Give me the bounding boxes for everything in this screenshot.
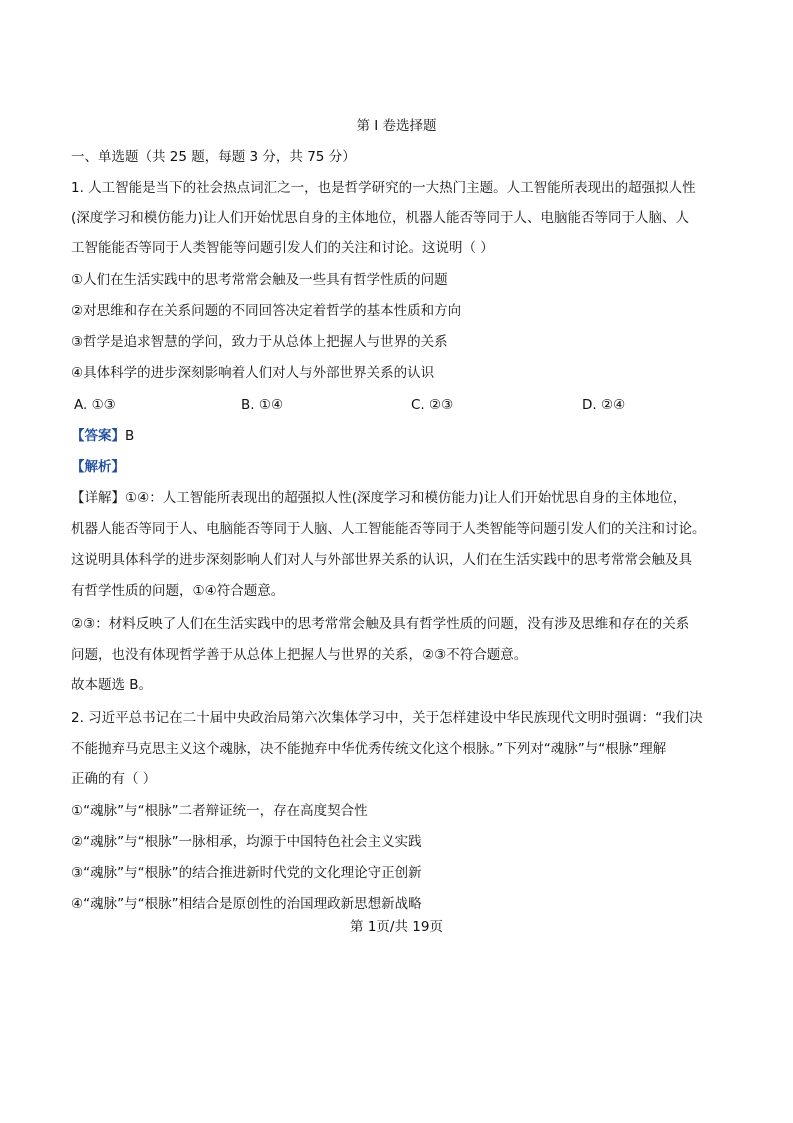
q1-option-a: A. ①③ [74, 397, 116, 413]
page-footer: 第 1页/共 19页 [350, 919, 443, 935]
q1-option-b: B. ①④ [241, 397, 284, 413]
analysis-tag: 【解析】 [71, 459, 125, 475]
q1-statement-3: ③哲学是追求智慧的学问，致力于从总体上把握人与世界的关系 [71, 334, 448, 350]
q1-answer [71, 426, 134, 446]
q1-analysis-heading [71, 457, 125, 477]
detail-text: ①④：人工智能所表现出的超强拟人性(深度学习和模仿能力)让人们开始忧思自身的主体地位， [125, 490, 687, 506]
q1-detail-line-6: 问题，也没有体现哲学善于从总体上把握人与世界的关系，②③不符合题意。 [71, 647, 528, 663]
q2-stem-line-1: 2. 习近平总书记在二十届中央政治局第六次集体学习中，关于怎样建设中华民族现代文明时强调：“我们决 [71, 710, 703, 726]
q1-stem-line-3: 工智能能否等同于人类智能等问题引发人们的关注和讨论。这说明（ ） [71, 240, 494, 256]
q1-detail-line-1 [71, 488, 686, 508]
q1-detail-line-7: 故本题选 B。 [71, 677, 153, 693]
answer-value: B [125, 428, 135, 444]
q2-statement-2: ②“魂脉”与“根脉”一脉相承，均源于中国特色社会主义实践 [71, 834, 422, 850]
q1-detail-line-2: 机器人能否等同于人、电脑能否等同于人脑、人工智能能否等同于人类智能等问题引发人们的关注和讨论。 [71, 521, 706, 537]
q1-statement-2: ②对思维和存在关系问题的不同回答决定着哲学的基本性质和方向 [71, 303, 462, 319]
q1-stem-line-1: 1. 人工智能是当下的社会热点词汇之一，也是哲学研究的一大热门主题。人工智能所表现出的超强拟人性 [71, 180, 696, 196]
detail-tag: 【详解】 [71, 490, 125, 506]
q1-detail-line-5: ②③：材料反映了人们在生活实践中的思考常常会触及具有哲学性质的问题，没有涉及思维和存在的关系 [71, 616, 690, 632]
section-heading: 一、单选题（共 25 题，每题 3 分，共 75 分） [71, 149, 356, 165]
q2-statement-1: ①“魂脉”与“根脉”二者辩证统一，存在高度契合性 [71, 803, 368, 819]
q2-stem-line-3: 正确的有（ ） [71, 771, 157, 787]
q1-options [71, 395, 731, 415]
answer-tag: 【答案】 [71, 428, 125, 444]
q1-detail-line-3: 这说明具体科学的进步深刻影响人们对人与外部世界关系的认识，人们在生活实践中的思考常常会触及具 [71, 552, 692, 568]
q1-detail-line-4: 有哲学性质的问题，①④符合题意。 [71, 583, 285, 599]
q1-statement-1: ①人们在生活实践中的思考常常会触及一些具有哲学性质的问题 [71, 272, 448, 288]
q1-stem-line-2: (深度学习和模仿能力)让人们开始忧思自身的主体地位，机器人能否等同于人、电脑能否等同于人脑、人 [71, 210, 690, 226]
q2-stem-line-2: 不能抛弃马克思主义这个魂脉，决不能抛弃中华优秀传统文化这个根脉。”下列对“魂脉”与“根脉”理解 [71, 741, 667, 757]
q2-statement-4: ④“魂脉”与“根脉”相结合是原创性的治国理政新思想新战略 [71, 896, 422, 912]
page-title: 第 I 卷选择题 [356, 118, 437, 134]
q1-option-c: C. ②③ [411, 397, 454, 413]
q1-option-d: D. ②④ [582, 397, 626, 413]
q1-statement-4: ④具体科学的进步深刻影响着人们对人与外部世界关系的认识 [71, 365, 435, 381]
q2-statement-3: ③“魂脉”与“根脉”的结合推进新时代党的文化理论守正创新 [71, 865, 422, 881]
